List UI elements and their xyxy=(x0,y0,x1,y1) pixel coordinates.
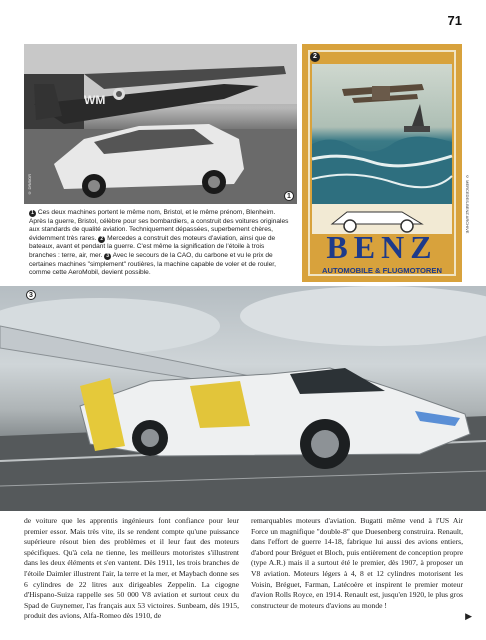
poster-brand: BENZ xyxy=(326,229,438,265)
caption-number-1: 1 xyxy=(29,210,36,217)
caption-text-1: Ces deux machines portent le même nom, Bristol, et le même prénom, Blenheim. Après la guerre, Bristol, célèbre pour ses bombardiers, a construit des voitures originales aux standards de qualité aviation. Techniquement dépassées, superbement chères, évidemment très rares. xyxy=(29,209,289,242)
bristol-photo xyxy=(24,44,297,204)
caption-text-2: Mercedes a construit des moteurs d'aviation, ainsi que de bateaux, avant et pendant la guerre. C'est même la signification de l'étoile à trois branches : terre, air, mer. xyxy=(29,234,276,259)
benz-poster xyxy=(302,44,470,282)
figure-badge-1: 1 xyxy=(284,191,294,201)
body-column-2: remarquables moteurs d'aviation. Bugatti même vend à l'US Air Force un magnifique "double-8" que Duesenberg construira. Renault, dans l'effort de guerre 14-18, fabrique lui aussi des avions entiers, d'abord pour Bréguet et Bloch, puis entièrement de conception propre (type A.R.) mais il a surtout été le premier, dès 1907, à proposer un V8 aviation. Moteurs légers à 4, 8 et 12 cylindres motorisent les Voisin, Bréguet, Farman, Latécoère et inspirent le premier moteur d'avion Rolls Royce, en 1914. Renault est, jusqu'en 1920, le plus gros constructeur de moteurs d'avions au monde ! xyxy=(251,516,463,610)
figure-badge-2: 2 xyxy=(310,52,320,62)
figure-badge-3: 3 xyxy=(26,290,36,300)
plane-marking: WM xyxy=(84,93,106,107)
caption-number-2: 2 xyxy=(98,236,105,243)
photo-credit: © DR/BOR xyxy=(27,174,32,196)
page-number: 71 xyxy=(447,13,462,28)
body-column-1: de voiture que les apprentis ingénieurs font confiance pour leur premier essor. Mais très vite, ils se rendent compte qu'une puissance supérieure résout bien des problèmes et il leur faut des moteurs spécifiques. Qu'à cela ne tienne, les meilleurs motoristes s'illustrent dans les deux éléments et s'en vantent. Dès 1911, les trois branches de l'étoile Daimler illustrent l'air, la terre et la mer, et Maybach donne ses 6 cylindres de 22 litres aux dirigeables Zeppelin. La cigogne d'Hispano-Suiza rappelle ses 50 000 V8 aviation et surtout ceux du Spad de Guynemer, l'as français aux 53 victoires. Sunbeam, dès 1915, produit des avions, Alfa-Romeo dès 1910, de xyxy=(24,516,239,621)
poster-scene xyxy=(312,64,452,204)
continue-arrow-icon: ▶ xyxy=(465,612,472,622)
bristol-illustration xyxy=(24,44,297,204)
poster-credit: © MERCEDES-BENZ ARCHIVE xyxy=(465,174,470,234)
aeromobil-photo xyxy=(0,286,486,511)
poster-illustration xyxy=(312,64,452,204)
caption-text-3: Avec le secours de la CAO, du carbone et vu le prix de certaines machines "simplement" routières, la machine capable de voler et de rouler, comme cette AeroMobil, devient possible. xyxy=(29,251,276,277)
caption-number-3: 3 xyxy=(104,253,111,260)
aeromobil-illustration xyxy=(0,286,486,511)
poster-subtitle: AUTOMOBILE & FLUGMOTOREN xyxy=(322,266,442,275)
figure-caption xyxy=(24,206,297,282)
